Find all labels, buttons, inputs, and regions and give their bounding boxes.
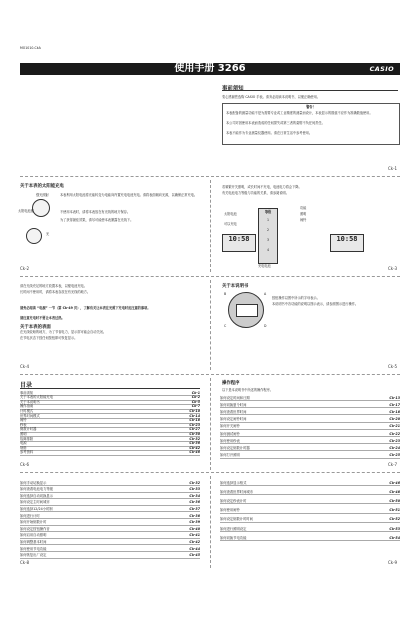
battery-diagram — [258, 208, 278, 264]
notes-bullet: 在节电状态下按任何按钮即可恢复显示。 — [20, 336, 78, 340]
toc-entry-label: 如何查看世界时间 — [220, 409, 247, 414]
toc-row — [220, 424, 400, 430]
column-divider — [210, 378, 211, 470]
toc-entry-page: Ck-13 — [389, 395, 400, 400]
toc-entry-page: Ck-23 — [389, 438, 400, 443]
toc-row — [220, 445, 400, 451]
toc-entry-page: Ck-52 — [389, 517, 400, 522]
page-number: Ck-5 — [388, 364, 398, 369]
toc-row — [20, 500, 200, 506]
toc-row — [220, 535, 400, 541]
toc-entry-label: 如何调整基本时间 — [20, 539, 47, 544]
intro-rule — [222, 90, 398, 91]
column-divider — [210, 280, 211, 370]
toc-entry-page: Ck-24 — [389, 445, 400, 450]
toc-entry-label: 照明 — [20, 431, 27, 436]
notes-title: 关于本表的表面 — [20, 325, 51, 330]
guide-bullet-2: 本说明书中各功能的说明以图示表示，请参照图示进行操作。 — [272, 302, 359, 306]
level-2: 2 — [266, 228, 270, 232]
toc-entry-label: 闹铃 — [20, 418, 27, 423]
toc-entry-label: 如何选择自动切换显示 — [20, 493, 53, 498]
toc-row — [20, 480, 200, 486]
toc-row — [20, 493, 200, 499]
toc-row — [220, 417, 400, 423]
solar-label-light: 光 — [46, 232, 50, 236]
column-divider — [210, 180, 211, 272]
toc-entry-label: 如何设定秒表计时 — [220, 498, 247, 503]
intro-text: 衷心感谢您选购 CASIO 手表。请务必阅读本说明书，以便正确使用。 — [222, 95, 320, 99]
doc-code: MO1010-CkA — [20, 46, 41, 50]
toc-entry-label: 如何选择显示格式 — [220, 480, 247, 485]
manual-title: 使用手册 3266 — [174, 63, 246, 74]
level-3: 3 — [266, 238, 270, 242]
toc-entry-page: Ck-42 — [189, 539, 200, 544]
toc-entry-label: 如何切换夏令时间 — [220, 402, 247, 407]
toc-entry-page: Ck-51 — [389, 508, 400, 513]
button-d: D — [264, 324, 267, 328]
power-bullet-1: 若频繁开关照明，或长时间不充电，电池电力将会下降。 — [222, 185, 302, 189]
toc-entry-label: 如何设定按钮操作音 — [20, 526, 50, 531]
toc-row — [220, 395, 400, 401]
toc-row — [20, 513, 200, 519]
row-divider — [20, 374, 400, 375]
watch-illustration — [32, 199, 50, 217]
warning-1: 本表配备的测量功能不是为需要专业或工业精度的测量而设计，本表显示的数值不应作为准确数值使用。 — [226, 111, 373, 115]
toc-entry-label: 如何手动切换显示 — [20, 480, 47, 485]
toc-entry-page: Ck-39 — [189, 520, 200, 525]
toc-entry-label: 如何设定主时间城市 — [20, 500, 50, 505]
row-divider — [20, 472, 400, 473]
watch-face — [228, 292, 267, 328]
label-alarm: 闹铃 — [300, 218, 307, 222]
button-c: C — [224, 324, 227, 328]
warning-title: 警告！ — [306, 105, 316, 109]
level-4: 4 — [266, 248, 270, 252]
procedures-note: 以下是本说明书中所述的操作程序。 — [222, 388, 273, 392]
toc-row — [20, 506, 200, 512]
page-number: Ck-7 — [388, 462, 398, 467]
solar-label-panel: 太阳电池板 — [18, 209, 34, 213]
toc-entry-page: Ck-14 — [189, 413, 200, 418]
toc-entry-page: Ck-36 — [189, 500, 200, 505]
toc-entry-page: Ck-30 — [189, 431, 200, 436]
toc-row — [220, 489, 400, 495]
page-number: Ck-3 — [388, 266, 398, 271]
note-bullet-1: 请在光线充足的地方放置本表，以便电池充电。 — [20, 284, 87, 288]
toc-entry-label: 如何使用秒表 — [220, 438, 240, 443]
level-1: 1 — [266, 218, 270, 222]
toc-entry-label: 关于本表的太阳能充电 — [20, 395, 53, 400]
toc-entry-label: 如何使用节电功能 — [20, 546, 47, 551]
solar-label-strong: 强光照射 — [36, 193, 49, 197]
toc-entry-page: Ck-42 — [189, 445, 200, 450]
toc-entry-label: 电源 — [20, 441, 27, 446]
procedures-title: 操作程序 — [222, 381, 240, 386]
toc-entry-page: Ck-54 — [389, 535, 400, 540]
page-number: Ck-9 — [388, 560, 398, 565]
label-light: 照明 — [300, 212, 307, 216]
toc-entry-page: Ck-20 — [389, 417, 400, 422]
toc-entry-page: Ck-7 — [191, 404, 200, 409]
toc-row — [20, 450, 200, 456]
note-bold-1: 请务必阅读 “电源” 一节（第 Ck-49 页），了解有关让本表在光照下充电时应注意的事项。 — [20, 306, 151, 310]
toc-entry-label: 如何设定闹铃时间 — [220, 417, 247, 422]
intro-title: 事前须知 — [222, 86, 244, 92]
label-charge: 可以充电 — [224, 222, 237, 226]
toc-entry-page: Ck-10 — [189, 408, 200, 413]
toc-row — [220, 498, 400, 504]
toc-entry-page: Ck-34 — [189, 493, 200, 498]
toc-entry-label: 参考资料 — [20, 450, 34, 455]
toc-entry-page: Ck-37 — [189, 506, 200, 511]
guide-title: 关于本说明书 — [222, 284, 249, 289]
toc-row — [220, 402, 400, 408]
warning-box — [222, 103, 400, 145]
toc-entry-label: 如何查看电池电力等级 — [20, 487, 53, 492]
toc-entry-page: Ck-2 — [191, 395, 200, 400]
toc-entry-label: 关于本说明书 — [20, 399, 40, 404]
toc-entry-label: 操作指南 — [20, 404, 34, 409]
toc-entry-label: 如何切换节电功能 — [220, 535, 247, 540]
toc-entry-page: Ck-45 — [189, 553, 200, 558]
button-a: A — [264, 292, 267, 296]
toc-entry-page: Ck-36 — [189, 441, 200, 446]
title-banner — [20, 63, 400, 75]
toc-entry-label: 如何进行照明设定 — [220, 526, 247, 531]
notes-text: 在光线较暗的地方，为了节省电力，显示屏可能会自动关闭。 — [20, 330, 107, 334]
toc-row — [220, 431, 400, 437]
toc-entry-page: Ck-23 — [189, 422, 200, 427]
label-solar-cell: 太阳电池 — [224, 212, 237, 216]
toc-title: 目录 — [20, 382, 33, 389]
toc-entry-page: Ck-21 — [389, 424, 400, 429]
toc-entry-page: Ck-22 — [389, 431, 400, 436]
page-number: Ck-2 — [20, 266, 30, 271]
toc-entry-page: Ck-25 — [389, 453, 400, 458]
row-divider — [20, 176, 400, 177]
toc-row — [20, 520, 200, 526]
label-battery: 充电电池 — [258, 264, 271, 268]
toc-entry-page: Ck-27 — [189, 427, 200, 432]
toc-entry-label: 如何查看世界时间城市 — [220, 489, 253, 494]
toc-entry-page: Ck-38 — [189, 513, 200, 518]
toc-row — [220, 438, 400, 444]
toc-row — [20, 546, 200, 552]
page-number: Ck-4 — [20, 364, 30, 369]
toc-entry-page: Ck-40 — [189, 526, 200, 531]
guide-bullet-1: 按钮操作以图中所示的字母表示。 — [272, 296, 320, 300]
lcd-right: 10:58 — [330, 234, 364, 252]
toc-entry-page: Ck-32 — [189, 480, 200, 485]
toc-entry-page: Ck-18 — [389, 409, 400, 414]
page-number: Ck-6 — [20, 462, 30, 467]
toc-entry-label: 如何设定时间和日期 — [220, 395, 250, 400]
toc-row — [20, 487, 200, 493]
toc-entry-label: 倒数计时器 — [20, 427, 37, 432]
warning-3: 本表不能作为专业测量仪器使用。请在日常生活中参考使用。 — [226, 131, 313, 135]
label-function: 功能 — [300, 206, 307, 210]
watch-illustration-2 — [26, 228, 42, 244]
lcd-left: 10:58 — [222, 234, 256, 252]
page-number: Ck-1 — [388, 166, 398, 171]
warning-2: 本公司对因使用本表而造成的任何损失或第三者的索赔不负任何责任。 — [226, 121, 325, 125]
toc-row — [20, 533, 200, 539]
casio-logo: CASIO — [369, 65, 394, 73]
toc-entry-page: Ck-5 — [191, 399, 200, 404]
toc-entry-page: Ck-41 — [189, 533, 200, 538]
watch-display — [236, 304, 258, 317]
toc-row — [20, 539, 200, 545]
toc-entry-label: 如何进行计时 — [20, 513, 40, 518]
toc-row — [20, 553, 200, 559]
toc-entry-page: Ck-1 — [191, 390, 200, 395]
toc-entry-label: 如何启用自动照明 — [20, 533, 47, 538]
toc-entry-label: 如何设定倒数计时时间 — [220, 517, 253, 522]
solar-bullet-1: 不使用本表时，请将本表放在有光线的地方保存。 — [60, 210, 131, 214]
button-b: B — [224, 292, 227, 296]
power-bullet-2: 有关电池电力等级与功能的关系，请参阅说明。 — [222, 191, 289, 195]
toc-entry-label: 如何开关闹铃 — [220, 424, 240, 429]
toc-entry-label: 世界时间模式 — [20, 413, 40, 418]
toc-entry-label: 故障排除 — [20, 436, 34, 441]
level-header: 等级 — [264, 210, 272, 214]
toc-entry-page: Ck-46 — [389, 480, 400, 485]
toc-row — [220, 526, 400, 532]
solar-text: 本表利用太阳电池将光能转变为电能向内置充电电池充电。请将表面朝向光源，以确保正常充电。 — [60, 193, 198, 197]
toc-entry-label: 秒表 — [20, 422, 27, 427]
toc-entry-page: Ck-50 — [389, 498, 400, 503]
toc-entry-page: Ck-53 — [389, 526, 400, 531]
toc-entry-label: 如何恢复出厂设定 — [20, 553, 47, 558]
toc-entry-label: 如何打开照明 — [220, 453, 240, 458]
toc-row — [220, 409, 400, 415]
row-divider — [20, 276, 400, 277]
toc-entry-page: Ck-17 — [389, 402, 400, 407]
toc-row — [220, 480, 400, 486]
solar-bullet-2: 为了获得最佳效果，请尽可能使本表暴露在光线下。 — [60, 218, 134, 222]
note-bullet-2: 长时间不使用时，请将本表存放在有光线的地方。 — [20, 290, 91, 294]
toc-entry-label: 如何测试闹铃 — [220, 431, 240, 436]
toc-entry-label: 事前须知 — [20, 390, 34, 395]
column-divider — [210, 476, 211, 568]
note-bold-2: 请注意充电时不要让本表过热。 — [20, 316, 65, 320]
toc-entry-label: 规格 — [20, 445, 27, 450]
toc-row — [220, 517, 400, 523]
toc-entry-label: 如何选择12/24小时制 — [20, 506, 53, 511]
toc-entry-label: 计时模式 — [20, 408, 34, 413]
toc-entry-page: Ck-44 — [189, 546, 200, 551]
toc-entry-label: 如何设定倒数计时器 — [220, 445, 250, 450]
page-number: Ck-8 — [20, 560, 30, 565]
toc-row — [220, 508, 400, 514]
toc-entry-label: 如何开始倒数计时 — [20, 520, 47, 525]
toc-entry-label: 如何使用闹铃 — [220, 508, 240, 513]
toc-entry-page: Ck-32 — [189, 436, 200, 441]
toc-entry-page: Ck-48 — [389, 489, 400, 494]
toc-row — [20, 526, 200, 532]
toc-entry-page: Ck-18 — [189, 418, 200, 423]
toc-rule — [20, 388, 200, 389]
toc-entry-page: Ck-33 — [189, 487, 200, 492]
toc-row — [220, 453, 400, 459]
toc-entry-page: Ck-46 — [189, 450, 200, 455]
solar-title: 关于本表的太阳能充电 — [20, 184, 64, 189]
